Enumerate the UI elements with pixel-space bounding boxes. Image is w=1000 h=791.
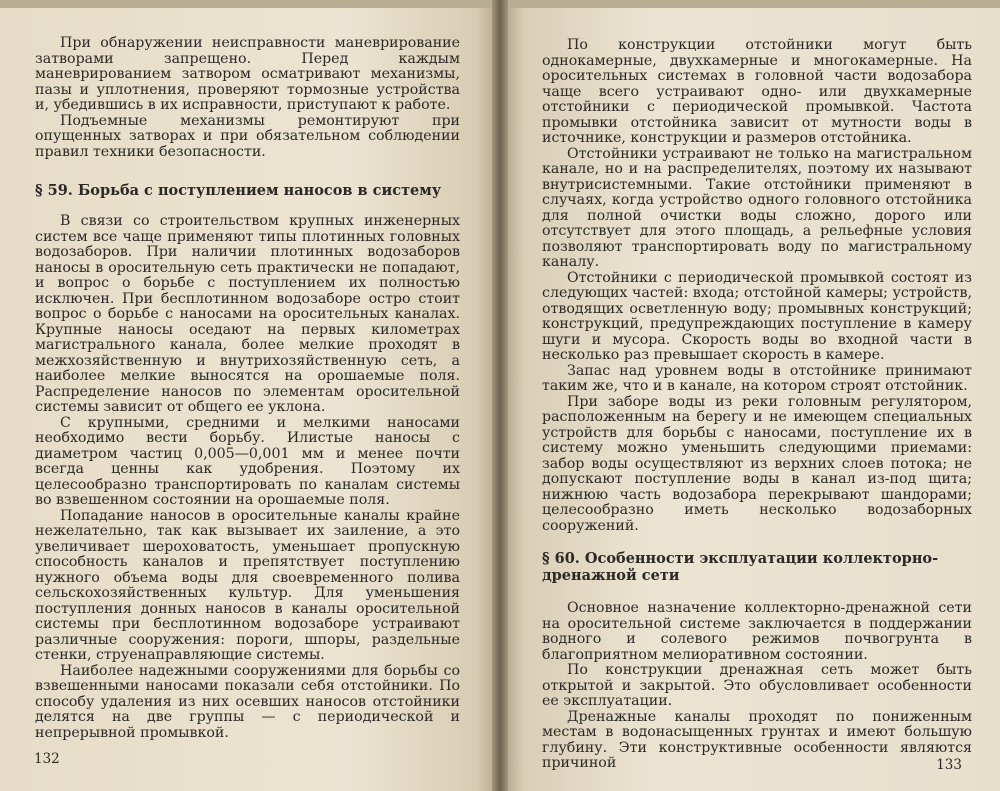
paragraph: По конструкции отстойники могут быть однокамерные, двухкамерные и многокамерные. На оросительных системах в головной части водозабора чаще всего устраивают одно- или двухкамерные отстойники с периодической промывкой. Частота промывки отстойника зависит от мутности воды в источнике, конструкции и размеров отстойника. bbox=[542, 37, 972, 146]
right-page-text bbox=[542, 38, 972, 772]
paragraph: Наиболее надежными сооружениями для борьбы со взвешенными наносами показали себя отстойники. По способу удаления из них осевших наносов отстойники делятся на две группы — с периодической и непрерывной промывкой. bbox=[35, 662, 460, 741]
right-page bbox=[504, 8, 1000, 791]
paragraph: В связи со строительством крупных инженерных систем все чаще применяют типы плотинных головных водозаборов. При наличии плотинных водозаборов наносы в оросительную сеть практически не попадают, и вопрос о борьбе с поступлением их полностью исключен. При бесплотинном водозаборе остро стоит вопрос о борьбе с наносами на оросительных каналах. Крупные наносы оседают на первых километрах магистрального канала, более мелкие проходят в межхозяйственную и внутрихозяйственную сеть, а наиболее мелкие выносятся на орошаемые поля. Распределение наносов по элементам оросительной системы зависит от общего ее уклона. bbox=[35, 213, 460, 415]
paragraph: Попадание наносов в оросительные каналы крайне нежелательно, так как вызывает их заиление, а это увеличивает шероховатость, уменьшает пропускную способность каналов и препятствует поступлению нужного объема воды для своевременного полива сельскохозяйственных культур. Для уменьшения поступления донных наносов в каналы оросительной системы при бесплотинном водозаборе устраивают различные сооружения: пороги, шпоры, раздельные стенки, струенаправляющие системы. bbox=[35, 507, 460, 663]
section-heading: § 59. Борьба с поступлением наносов в систему bbox=[35, 182, 442, 199]
paragraph: При обнаружении неисправности маневрирование затворами запрещено. Перед каждым маневрированием затвором осматривают механизмы, пазы и уплотнения, проверяют тормозные устройства и, убедившись в их исправности, приступают к работе. bbox=[35, 35, 460, 113]
paragraph: Отстойники устраивают не только на магистральном канале, но и на распределителях, поэтому их называют внутрисистемными. Такие отстойники применяют в случаях, когда устройство одного головного отстойника для полной очистки воды сложно, дорого или отсутствует для этого площадь, а рельефные условия позволяют транспортировать воду по магистральному каналу. bbox=[542, 145, 972, 270]
section-heading: § 60. Особенности эксплуатации коллекторно-дренажной сети bbox=[542, 550, 939, 584]
paragraph: По конструкции дренажная сеть может быть открытой и закрытой. Это обусловливает особенности ее эксплуатации. bbox=[542, 662, 972, 709]
paragraph: С крупными, средними и мелкими наносами необходимо вести борьбу. Илистые наносы с диаметром частиц 0,005—0,001 мм и менее почти всегда ценны как удобрения. Поэтому их целесообразно транспортировать по каналам системы во взвешенном состоянии на орошаемые поля. bbox=[35, 414, 460, 508]
paragraph: Основное назначение коллекторно-дренажной сети на оросительной системе заключается в поддержании водного и солевого режимов почвогрунта в благоприятном мелиоративном состоянии. bbox=[542, 600, 972, 663]
left-page bbox=[0, 8, 496, 791]
paragraph: Отстойники с периодической промывкой состоят из следующих частей: входа; отстойной камеры; устройств, отводящих осветленную воду; промывных конструкций; конструкций, предупреждающих поступление в камеру шуги и мусора. Скорость воды во входной части в несколько раз превышает скорость в камере. bbox=[542, 269, 972, 363]
left-page-text bbox=[35, 36, 460, 741]
book-gutter bbox=[492, 0, 508, 791]
paragraph: Запас над уровнем воды в отстойнике принимают таким же, что и в канале, на котором строят отстойник. bbox=[542, 362, 972, 394]
paragraph: Дренажные каналы проходят по пониженным местам в водонасыщенных грунтах и имеют большую глубину. Эти конструктивные особенности являются причиной bbox=[542, 708, 972, 771]
page-number: 133 bbox=[936, 757, 962, 773]
page-number: 132 bbox=[34, 751, 60, 767]
paragraph: Подъемные механизмы ремонтируют при опущенных затворах и при обязательном соблюдении правил техники безопасности. bbox=[35, 112, 460, 160]
paragraph: При заборе воды из реки головным регулятором, расположенным на берегу и не имеющем специальных устройств для борьбы с наносами, поступление их в систему можно уменьшить следующими приемами: забор воды осуществляют из верхних слоев потока; не допускают поступление воды в канал из-под щита; нижнюю часть водозабора перекрывают шандорами; целесообразно иметь несколько водозаборных сооружений. bbox=[542, 393, 972, 534]
